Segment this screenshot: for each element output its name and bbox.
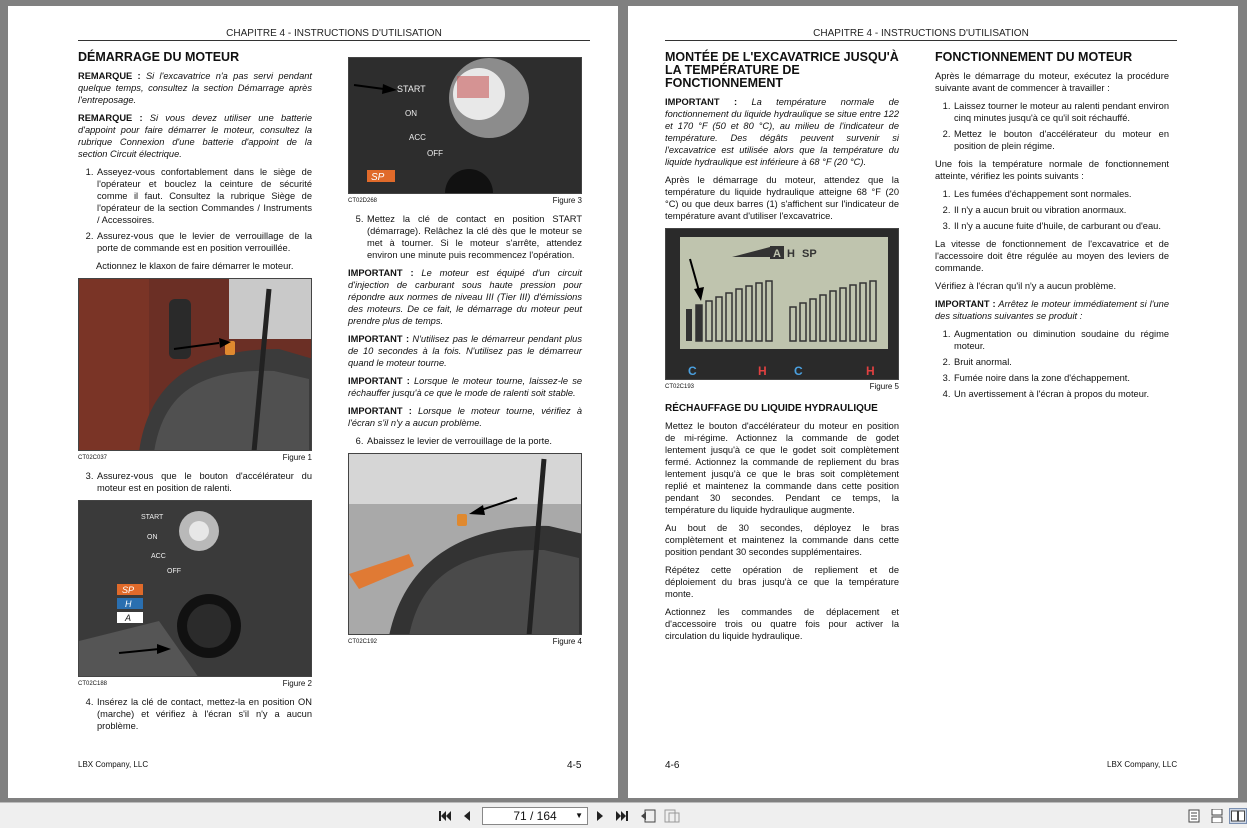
back-view-icon [640,809,656,823]
steps-list [366,213,582,261]
paragraph: Une fois la température normale de fonctionnement atteinte, vérifiez les points suivants : [935,159,1169,181]
page-number-select[interactable] [482,807,588,825]
list-item: 1. Les fumées d'échappement sont normales. [953,188,1169,200]
left-column-1 [78,50,312,738]
figure-1-caption: CT02C037 Figure 1 [78,453,312,462]
step-item: 2. Mettez le bouton d'accélérateur du moteur en position de plein régime. [953,128,1169,152]
paragraph: La vitesse de fonctionnement de l'excavatrice et de l'accessoire doit être régulée au moyen des leviers de commande. [935,239,1169,273]
page-header: CHAPITRE 4 - INSTRUCTIONS D'UTILISATION [665,28,1177,41]
list-item: 4. Un avertissement à l'écran à propos du moteur. [953,388,1169,400]
section-title: DÉMARRAGE DU MOTEUR [78,50,240,64]
chevron-down-icon: ▼ [575,811,583,820]
viewer-toolbar [0,802,1247,828]
paragraph: Actionnez les commandes de déplacement et d'accessoire trois ou quatre fois pour activer la circulation du liquide hydraulique. [665,607,899,641]
warning-list [953,328,1169,400]
figure-5-caption: CT02C193 Figure 5 [665,382,899,391]
lcd-sp-text: SP [802,248,817,260]
important-paragraph: IMPORTANT : Lorsque le moteur tourne, laissez-le se réchauffer jusqu'à ce que le mode de ralenti soit stable. [348,376,583,398]
page-number: 4-5 [567,760,582,771]
ign-on-text: ON [147,534,158,541]
two-page-icon [1231,810,1245,822]
figure-5-image [665,228,899,380]
lcd-c-text: C [688,364,697,378]
page-footer: LBX Company, LLC [1107,760,1178,769]
paragraph: Vérifiez à l'écran qu'il n'y a aucun problème. [935,281,1117,291]
left-column-2 [348,50,582,654]
paragraph: Après le démarrage du moteur, attendez que la température du liquide hydraulique atteigne 68 °F (20 °C) ou que deux barres (1) s'affichent sur l'indicateur de température avant d'utiliser l'excavatrice. [665,175,899,221]
list-item: 1. Augmentation ou diminution soudaine du régime moteur. [953,328,1169,352]
figure-1-image [78,278,312,451]
figure-3-caption: CT02D268 Figure 3 [348,196,582,205]
lcd-h-text: H [787,248,795,260]
lcd-hot-text: H [866,364,875,378]
important-paragraph: IMPORTANT : N'utilisez pas le démarreur pendant plus de 10 secondes à la fois. N'utilisez pas le démarreur quand le moteur tourne. [348,334,582,368]
single-page-view-button[interactable] [1185,808,1203,824]
page-footer: LBX Company, LLC [78,760,149,769]
important-paragraph: IMPORTANT : La température normale de fonctionnement du liquide hydraulique se situe entre 122 et 170 °F (50 et 80 °C), au milieu de l'indicateur de température. Des dégâts peuvent survenir si l'excavatrice est utilisée alors que la température du liquide hydraulique est inférieure à 68 °F (20 °C). [665,97,900,167]
ign-start-text: START [141,514,164,521]
right-column-2 [935,50,1169,406]
section-title: FONCTIONNEMENT DU MOTEUR [935,50,1133,64]
last-page-button[interactable] [613,808,631,824]
lcd-c-text: C [794,364,803,378]
page-4-6 [628,6,1238,798]
lcd-hot-text: H [758,364,767,378]
figure-4-image [348,453,582,635]
page-number: 4-6 [665,760,680,771]
single-page-icon [1188,809,1200,823]
paragraph: Actionnez le klaxon de faire démarrer le moteur. [96,261,294,271]
ign-acc-text: ACC [151,553,166,560]
step-item: 6. Abaissez le levier de verrouillage de la porte. [366,435,582,447]
step-item: 2. Assurez-vous que le levier de verrouillage de la porte de commande est en position verrouillée. [96,230,312,254]
figure-4-caption: CT02C192 Figure 4 [348,637,582,646]
step-item: 4. Insérez la clé de contact, mettez-la en position ON (marche) et vérifiez à l'écran s'il n'y a aucun problème. [96,696,312,732]
lcd-a-text: A [773,248,781,260]
figure-2-image [78,500,312,677]
paragraph: Mettez le bouton d'accélérateur du moteur en position de mi-régime. Actionnez la commande de godet lentement jusqu'à ce que le godet soit complètement fermé. Actionnez la commande de repliement du bras lentement jusqu'à ce que le bras soit complètement replié et maintenez la commande dans cette position pendant 30 secondes. Pendant ce temps, la température du liquide hydraulique augmente. [665,421,899,515]
mode-sp-text: SP [371,172,385,183]
last-page-icon [615,810,629,822]
figure-3-image [348,57,582,194]
steps-list [953,100,1169,152]
first-page-icon [438,810,452,822]
previous-page-button[interactable] [458,808,476,824]
paragraph: Répétez cette opération de repliement et de déploiement du bras jusqu'à ce que la température monte. [665,565,899,599]
figure-2-caption: CT02C188 Figure 2 [78,679,312,688]
page-header: CHAPITRE 4 - INSTRUCTIONS D'UTILISATION [78,28,590,41]
mode-a-text: A [125,613,132,623]
ign-start-text: START [397,84,426,94]
step-item: 1. Laissez tourner le moteur au ralenti pendant environ cinq minutes jusqu'à ce qu'il soit réchauffé. [953,100,1169,124]
subsection-title: RÉCHAUFFAGE DU LIQUIDE HYDRAULIQUE [665,403,878,414]
step-item: 1. Asseyez-vous confortablement dans le siège de l'opérateur et bouclez la ceinture de sécurité comme il faut. Consultez la rubrique Siège de l'opérateur de la section Commandes / Instruments / Accessoires. [96,166,312,226]
ign-off-text: OFF [167,568,181,575]
ign-on-text: ON [405,109,417,118]
steps-list [96,166,312,254]
important-paragraph: IMPORTANT : Le moteur est équipé d'un circuit d'injection de carburant sous haute pression pour répondre aux normes de niveau III (Tier III) d'émissions des moteurs. De ce fait, le démarrage du moteur peut prendre plus de temps. [348,268,582,326]
paragraph: Après le démarrage du moteur, exécutez la procédure suivante avant de commencer à travailler : [935,71,1169,93]
mode-h-text: H [125,599,132,609]
page-4-5 [8,6,618,798]
forward-view-icon [664,809,680,823]
steps-list [96,470,312,494]
first-page-button[interactable] [436,808,454,824]
page-indicator: 71 / 164 [513,809,557,823]
list-item: 2. Il n'y a aucun bruit ou vibration anormaux. [953,204,1169,216]
section-title: MONTÉE DE L'EXCAVATRICE JUSQU'À LA TEMPÉRATURE DE FONCTIONNEMENT [665,50,899,90]
note-paragraph: REMARQUE : Si l'excavatrice n'a pas servi pendant quelque temps, consultez la section Démarrage après l'entreposage. [78,71,313,105]
steps-list [366,435,582,447]
steps-list [96,696,312,732]
check-list [953,188,1169,232]
two-page-view-button[interactable] [1229,808,1247,824]
important-paragraph: IMPORTANT : Arrêtez le moteur immédiatement si l'une des situations suivantes se produit : [935,299,1169,321]
mode-sp-text: SP [122,585,135,595]
continuous-page-icon [1211,809,1223,823]
previous-page-icon [462,810,472,822]
forward-view-button[interactable] [663,808,681,824]
list-item: 3. Il n'y a aucune fuite d'huile, de carburant ou d'eau. [953,220,1169,232]
list-item: 2. Bruit anormal. [953,356,1169,368]
step-item: 5. Mettez la clé de contact en position START (démarrage). Relâchez la clé dès que le moteur se met à tourner. Si le moteur s'arrête, attendez environ une minute puis recommencez l'opération. [366,213,582,261]
back-view-button[interactable] [639,808,657,824]
continuous-view-button[interactable] [1208,808,1226,824]
paragraph: Au bout de 30 secondes, déployez le bras complètement et maintenez la commande dans cette position pendant 30 secondes supplémentaires. [665,523,899,557]
next-page-button[interactable] [591,808,609,824]
ign-acc-text: ACC [409,133,426,142]
list-item: 3. Fumée noire dans la zone d'échappement. [953,372,1169,384]
next-page-icon [595,810,605,822]
note-paragraph: REMARQUE : Si vous devez utiliser une batterie d'appoint pour faire démarrer le moteur, consultez la rubrique Connexion d'une batterie d'appoint de la section Circuit électrique. [78,113,312,159]
ign-off-text: OFF [427,149,443,158]
important-paragraph: IMPORTANT : Lorsque le moteur tourne, vérifiez à l'écran s'il n'y a aucun problème. [348,406,583,428]
right-column-1 [665,50,899,648]
step-item: 3. Assurez-vous que le bouton d'accélérateur du moteur est en position de ralenti. [96,470,312,494]
